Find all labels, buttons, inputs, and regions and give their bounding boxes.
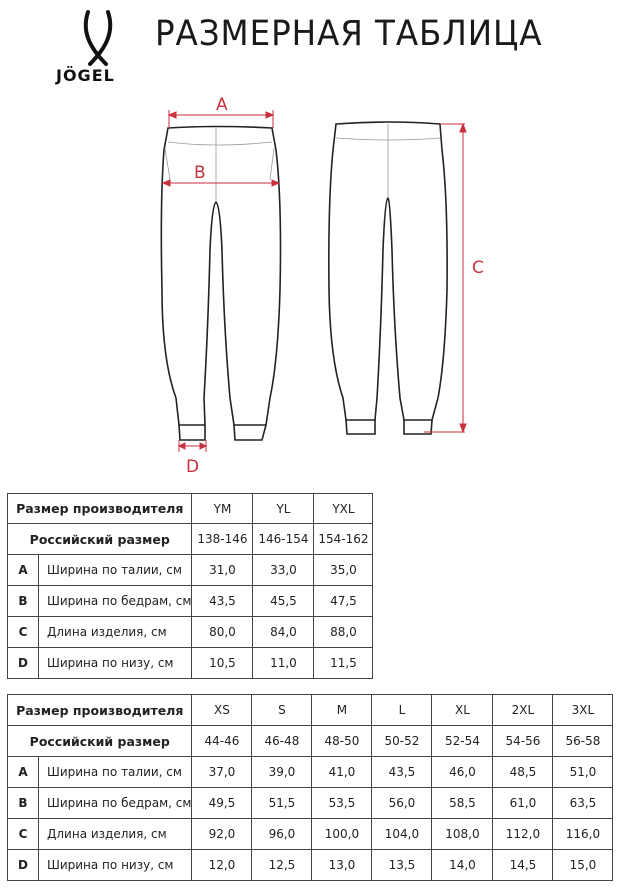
- value-cell: 39,0: [252, 757, 312, 788]
- ru-size-cell: 44-46: [192, 726, 252, 757]
- value-cell: 61,0: [493, 788, 553, 819]
- size-cell: L: [372, 695, 432, 726]
- row-label: Ширина по бедрам, см: [39, 788, 192, 819]
- value-cell: 104,0: [372, 819, 432, 850]
- row-letter: A: [8, 757, 39, 788]
- label-b: B: [194, 163, 206, 183]
- value-cell: 13,0: [312, 850, 372, 881]
- ru-size-label: Российский размер: [8, 726, 192, 757]
- value-cell: 96,0: [252, 819, 312, 850]
- label-c: C: [472, 258, 484, 278]
- ru-size-cell: 54-56: [493, 726, 553, 757]
- size-cell: YL: [253, 494, 314, 524]
- size-table-adult: [7, 694, 613, 881]
- value-cell: 12,0: [192, 850, 252, 881]
- value-cell: 14,5: [493, 850, 553, 881]
- value-cell: 88,0: [314, 617, 373, 648]
- value-cell: 12,5: [252, 850, 312, 881]
- label-a: A: [216, 95, 228, 115]
- value-cell: 51,5: [252, 788, 312, 819]
- row-label: Ширина по бедрам, см: [39, 586, 192, 617]
- value-cell: 92,0: [192, 819, 252, 850]
- size-cell: YXL: [314, 494, 373, 524]
- row-label: Ширина по низу, см: [39, 850, 192, 881]
- value-cell: 47,5: [314, 586, 373, 617]
- value-cell: 63,5: [553, 788, 613, 819]
- table-row: [8, 586, 373, 617]
- value-cell: 53,5: [312, 788, 372, 819]
- row-label: Ширина по низу, см: [39, 648, 192, 679]
- size-cell: 2XL: [493, 695, 553, 726]
- value-cell: 14,0: [432, 850, 493, 881]
- value-cell: 80,0: [192, 617, 253, 648]
- size-cell: 3XL: [553, 695, 613, 726]
- value-cell: 45,5: [253, 586, 314, 617]
- value-cell: 10,5: [192, 648, 253, 679]
- value-cell: 43,5: [192, 586, 253, 617]
- value-cell: 15,0: [553, 850, 613, 881]
- value-cell: 46,0: [432, 757, 493, 788]
- brand-name: JÖGEL: [56, 66, 115, 85]
- value-cell: 116,0: [553, 819, 613, 850]
- value-cell: 84,0: [253, 617, 314, 648]
- ru-size-cell: 154-162: [314, 524, 373, 555]
- ru-size-cell: 50-52: [372, 726, 432, 757]
- value-cell: 11,0: [253, 648, 314, 679]
- value-cell: 11,5: [314, 648, 373, 679]
- value-cell: 35,0: [314, 555, 373, 586]
- value-cell: 43,5: [372, 757, 432, 788]
- value-cell: 41,0: [312, 757, 372, 788]
- row-label: Ширина по талии, см: [39, 757, 192, 788]
- value-cell: 112,0: [493, 819, 553, 850]
- size-cell: YM: [192, 494, 253, 524]
- size-table-kids: [7, 493, 373, 679]
- table-row: [8, 757, 613, 788]
- label-d: D: [186, 457, 200, 477]
- header-label: Размер производителя: [8, 695, 192, 726]
- size-cell: S: [252, 695, 312, 726]
- table-row: [8, 850, 613, 881]
- ru-size-cell: 146-154: [253, 524, 314, 555]
- header-label: Размер производителя: [8, 494, 192, 524]
- row-label: Длина изделия, см: [39, 819, 192, 850]
- row-letter: D: [8, 850, 39, 881]
- ru-size-label: Российский размер: [8, 524, 192, 555]
- table-row: [8, 788, 613, 819]
- value-cell: 48,5: [493, 757, 553, 788]
- value-cell: 31,0: [192, 555, 253, 586]
- ru-size-cell: 48-50: [312, 726, 372, 757]
- table-row: [8, 648, 373, 679]
- table-row: [8, 555, 373, 586]
- value-cell: 56,0: [372, 788, 432, 819]
- row-letter: B: [8, 788, 39, 819]
- size-cell: M: [312, 695, 372, 726]
- value-cell: 108,0: [432, 819, 493, 850]
- table-row: [8, 819, 613, 850]
- row-letter: A: [8, 555, 39, 586]
- row-letter: D: [8, 648, 39, 679]
- row-letter: C: [8, 819, 39, 850]
- size-cell: XS: [192, 695, 252, 726]
- value-cell: 58,5: [432, 788, 493, 819]
- row-label: Ширина по талии, см: [39, 555, 192, 586]
- ru-size-cell: 52-54: [432, 726, 493, 757]
- table-row: [8, 617, 373, 648]
- page-title: РАЗМЕРНАЯ ТАБЛИЦА: [155, 14, 543, 54]
- value-cell: 37,0: [192, 757, 252, 788]
- value-cell: 13,5: [372, 850, 432, 881]
- value-cell: 51,0: [553, 757, 613, 788]
- value-cell: 100,0: [312, 819, 372, 850]
- ru-size-cell: 56-58: [553, 726, 613, 757]
- row-label: Длина изделия, см: [39, 617, 192, 648]
- row-letter: B: [8, 586, 39, 617]
- size-cell: XL: [432, 695, 493, 726]
- row-letter: C: [8, 617, 39, 648]
- value-cell: 49,5: [192, 788, 252, 819]
- ru-size-cell: 138-146: [192, 524, 253, 555]
- ru-size-cell: 46-48: [252, 726, 312, 757]
- value-cell: 33,0: [253, 555, 314, 586]
